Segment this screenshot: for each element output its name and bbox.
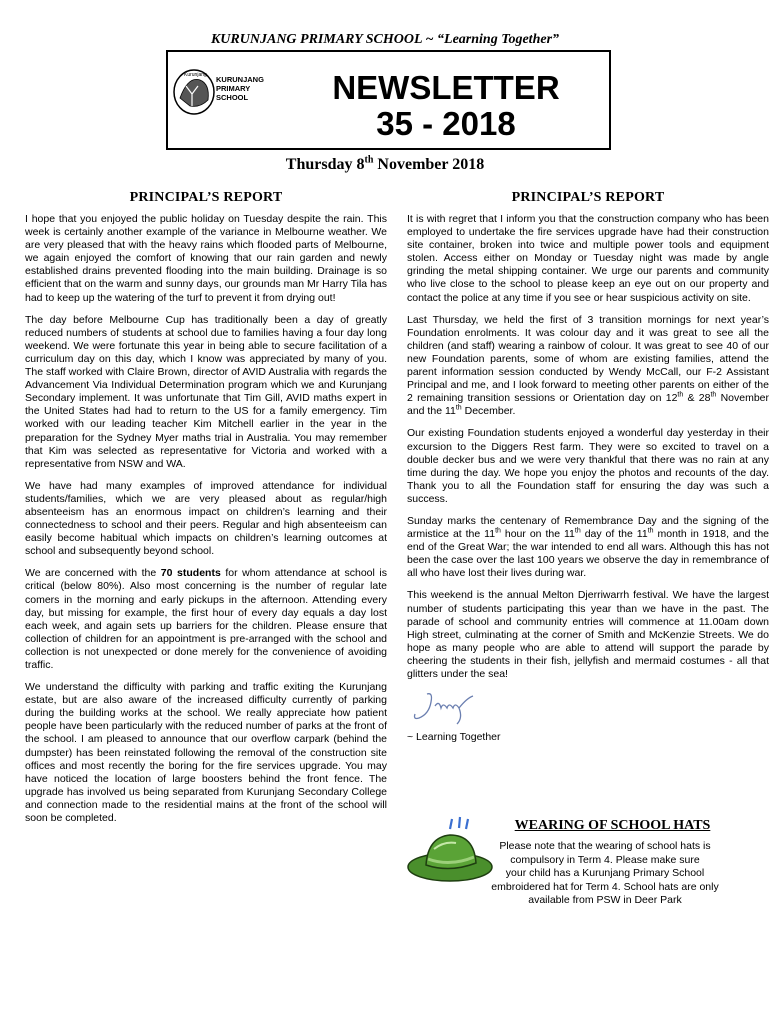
right-para-4-sup-1: th [495,527,501,535]
left-para-4-post: for whom attendance at school is critical (below 80%). Also most concerning is the number of regular late comers in the morning and early pickups in the afternoon. Attending every day, but missing for example, the first hour of every day equals a day lost each week, and again sets up barriers for the children. Please ensure that collection of children for an appointment is pre-arranged with the school and collection is not unexpected or done merely for the convenience of avoiding traffic. [25,567,387,671]
logo-name-line-3: SCHOOL [216,93,249,102]
hats-line-4: embroidered hat for Term 4. School hats are only [491,880,719,893]
newsletter-label: NEWSLETTER [332,69,560,106]
right-para-4 [407,515,769,580]
right-para-4-text-a: Sunday marks the centenary of Remembrance Day and the signing of the armistice at the 11 [407,514,769,541]
right-para-4-sup-3: th [647,527,654,535]
logo-caption: Kurunjang [184,72,207,78]
date-sup: th [364,154,374,166]
logo-name-line-1: KURUNJANG [216,75,264,84]
sun-ray-1 [450,819,452,829]
logo-tree [180,79,208,106]
left-para-5: We understand the difficulty with parking and traffic exiting the Kurunjang estate, but are also aware of the increased difficulty currently of parking during the building works at the school. We really appreciate how patient people have been particularly with the reduced number of parks at the front of the school. I am pleased to announce that our overflow carpark (behind the dumpster) has been reinstated following the removal of the construction site offices and most recently the boring for the fire services upgrade. You may have noticed the location of large boosters behind the front fence. The upgrade has involved us being separated from Kurunjang Secondary College and connection made to the residential mains at the front of the school will soon be completed. [25,681,387,825]
hats-line-1: Please note that the wearing of school hats is [499,840,711,852]
right-para-4-sup-2: th [574,527,581,535]
right-para-2-sup-3: th [455,404,462,412]
left-para-3: We have had many examples of improved attendance for individual students/families, which we are very pleased about as regular/high absenteeism has an enormous impact on children’s learning and their connectedness to school and their peers. Regular and high absenteeism can easily become habitual which impacts on children’s learning outcomes at school and subsequently beyond school. [25,479,387,558]
issue-number: 35 - 2018 [376,105,516,142]
hats-line-5: available from PSW in Deer Park [528,894,682,906]
hats-line-3: your child has a Kurunjang Primary School [505,867,705,879]
principal-signature [407,688,497,726]
left-column [25,190,387,834]
logo-name-line-2: PRIMARY [216,84,251,93]
right-para-2-text-d: December. [461,405,516,418]
right-para-1: It is with regret that I inform you that the construction company who has been employed to undertake the fire services upgrade have had their construction site container, broken into twice and multiple power tools and equipment stolen. Access either on Monday or Tuesday night was made by angle grinding the metal shipping container. We urge our parents and community who live close to the school to please keep an eye out on our property and contact the police at any time if you see or hear suspicious activity on site. [407,213,769,304]
closing-motto: ~ Learning Together [407,731,501,744]
left-para-1: I hope that you enjoyed the public holiday on Tuesday despite the rain. This week is certainly another example of the variance in Melbourne weather. We are very pleased that with the heavy rains which flooded parts of Melbourne, we again enjoyed the comfort of knowing that our rain garden and newly established drains prevented flooding into the main building. Drainage is so efficient that on the warm and sunny days, our grounds man Mr Harry Tila has had to keep up the watering of the turf to prevent it from drying out! [25,213,387,304]
sun-ray-2 [459,817,460,828]
right-para-2-text-c: November and the 11 [407,392,769,418]
right-para-2-text-a: Last Thursday, we held the first of 3 transition mornings for next year’s Foundation enrolments. It was colour day and it was great to see all the children (and staff) wearing a rainbow of colour. It was great to see 40 of our new Foundation parents, some of whom are existing families, attend the parent information session conducted by Wendy McCall, our F-2 Assistant Principal and me, and I look forward to meeting other parents on either of the 2 remaining transition sessions or Orientation day on 12 [407,313,769,405]
newsletter-title [296,70,596,142]
left-heading: PRINCIPAL’S REPORT [129,190,283,205]
right-heading: PRINCIPAL’S REPORT [511,190,665,205]
right-para-4-text-b: hour on the 11 [500,528,575,541]
right-para-2-sup-1: th [677,391,684,399]
right-para-2 [407,314,769,419]
right-column [407,190,769,743]
right-para-5: This weekend is the annual Melton Djerriwarrh festival. We have the largest number of students participating this year than we have in the past. The parade of school and community entries will commence at 11.00am down High street, culminating at the corner of Smith and McKenzie Streets. We do hope as many people who are able to attend will support the parade by cheering the students in their fish, jellyfish and mermaid costumes - all that glitters under the sea! [407,589,769,680]
date-prefix: Thursday 8 [285,156,365,173]
left-para-2: The day before Melbourne Cup has traditionally been a day of greatly reduced numbers of students at school due to families having a four day long weekend. We were fortunate this year in being able to secure facilitation of a curriculum day on this day, which I know was appreciated by many of you. The staff worked with Claire Brown, director of AVID Australia with regards the Advancement Via Individual Determination program which we and Kurunjang Secondary implement. It was unfortunate that Tim Gill, AVID maths expert in the United States had had to return to the US for a family emergency. Tim worked with our leading teacher Kim Mitchell earlier in the year in the preparation for the Sydney Myer maths trial in Australia. You may remember that Kim was selected as representative for Victoria and worked with a representative from NSW and WA. [25,313,387,470]
date-suffix: November 2018 [373,156,485,173]
sun-ray-3 [466,819,468,829]
school-motto-line: KURUNJANG PRIMARY SCHOOL ~ “Learning Together” [210,32,560,47]
left-para-4 [25,567,387,672]
right-para-3: Our existing Foundation students enjoyed a wonderful day yesterday in their excursion to the Diggers Rest farm. They were so excited to travel on a double decker bus and we were very thankful that there was no rain at any time during the day. We hope you enjoy the photos and recounts of the day. Thank you to all the Foundation staff for ensuring the day was such a success. [407,427,769,505]
attendance-count: 70 students [160,567,221,580]
issue-date [0,156,770,174]
hats-notice [470,840,740,908]
hats-heading: WEARING OF SCHOOL HATS [514,818,711,833]
right-para-2-sup-2: th [710,391,717,399]
hats-line-2: compulsory in Term 4. Please make sure [510,853,700,866]
right-para-2-text-b: & 28 [683,392,711,405]
left-para-4-pre: We are concerned with the [25,567,161,580]
right-para-4-text-c: day of the 11 [580,528,648,541]
right-para-4-text-d: month in 1918, and the end of the Great War; the war intended to end all wars. Although this has not been the case over the last 100 years we observe the day in remembrance of all who have lost their lives during war. [407,528,769,580]
school-logo [170,56,280,122]
